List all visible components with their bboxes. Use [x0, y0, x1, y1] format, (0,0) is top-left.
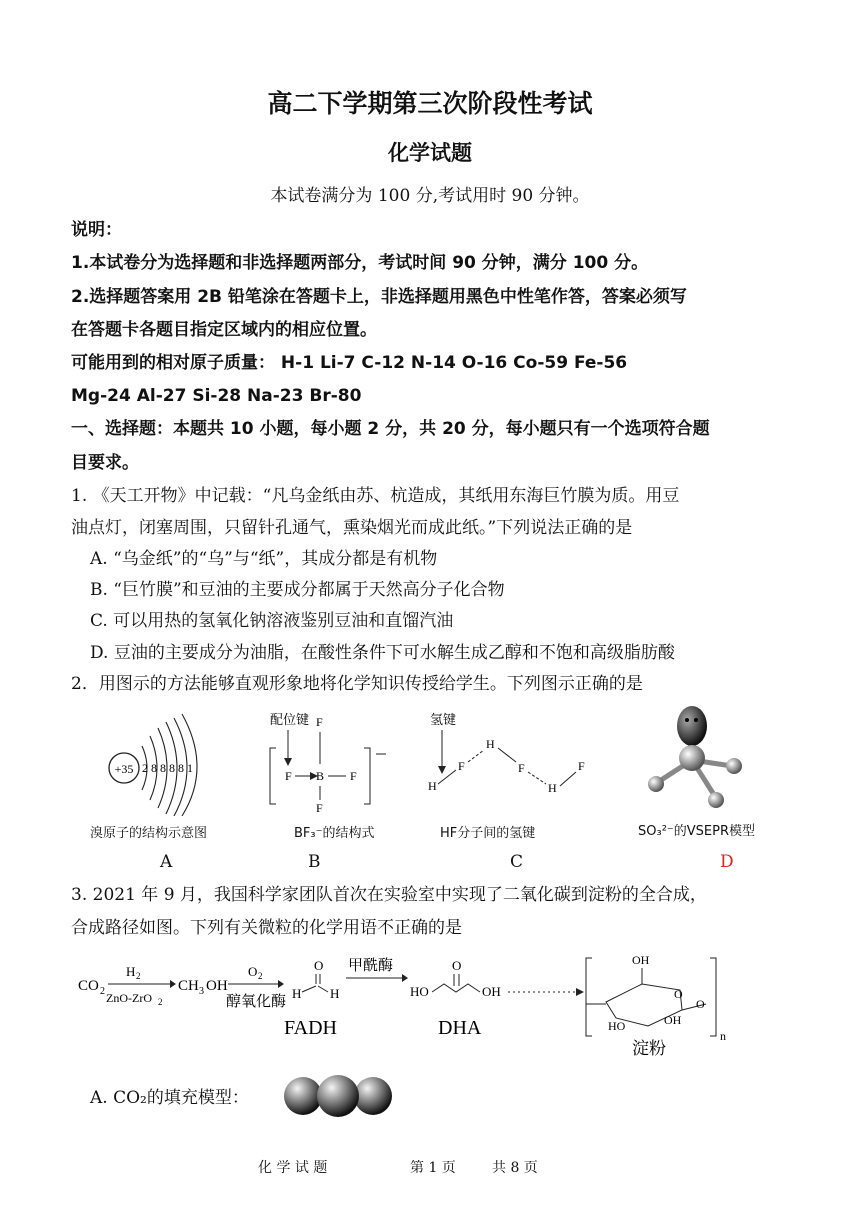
svg-text:n: n: [720, 1029, 726, 1043]
svg-text:2: 2: [158, 997, 163, 1007]
svg-text:O: O: [314, 958, 324, 973]
svg-text:HO: HO: [608, 1019, 626, 1033]
svg-text:O: O: [696, 997, 705, 1011]
svg-text:OH: OH: [482, 984, 501, 999]
q1-option-a: A. “乌金纸”的“乌”与“纸”，其成分都是有机物: [90, 549, 438, 569]
q1-option-d: D. 豆油的主要成分为油脂，在酸性条件下可水解生成乙醇和不饱和高级脂肪酸: [90, 643, 675, 663]
hf-hydrogen-bond-diagram: [420, 708, 600, 818]
q2-label-d: D: [720, 852, 734, 872]
svg-text:F: F: [316, 715, 323, 729]
svg-text:O: O: [248, 964, 258, 979]
shell-electron-counts: 2 8 8 8 8 1: [142, 761, 193, 775]
svg-text:H: H: [548, 781, 557, 795]
svg-text:B: B: [316, 769, 325, 783]
svg-text:F: F: [350, 769, 357, 783]
svg-text:2: 2: [100, 986, 105, 997]
atomic-masses-line1: 可能用到的相对原子质量： H-1 Li-7 C-12 N-14 O-16 Co-59 Fe-56: [71, 353, 628, 373]
fadh-label: FADH: [284, 1017, 337, 1039]
svg-text:H: H: [292, 986, 302, 1001]
bromine-atom-diagram: [100, 706, 230, 816]
svg-text:O: O: [452, 958, 462, 973]
q2-caption-c: HF分子间的氢键: [440, 826, 536, 841]
q2-label-a: A: [160, 852, 173, 872]
hydrogen-bond-label: 氢键: [430, 712, 457, 727]
svg-text:H: H: [126, 964, 136, 979]
svg-text:H: H: [486, 737, 495, 751]
coordinate-bond-label: 配位键: [270, 712, 310, 727]
footer-total-pages: 共 8 页: [492, 1160, 538, 1176]
q2-caption-a: 溴原子的结构示意图: [90, 826, 208, 841]
svg-text:OH: OH: [664, 1013, 682, 1027]
enzyme-formolase: 甲酰酶: [348, 958, 394, 974]
svg-text:F: F: [518, 761, 525, 775]
footer-page-number: 第 1 页: [410, 1160, 456, 1176]
enzyme-alcohol-oxidase: 醇氧化酶: [226, 994, 287, 1010]
q2-label-b: B: [308, 852, 321, 872]
note-1: 1.本试卷分为选择题和非选择题两部分，考试时间 90 分钟，满分 100 分。: [71, 253, 649, 273]
q2-label-c: C: [510, 852, 524, 872]
svg-text:HO: HO: [410, 984, 429, 999]
starch-label: 淀粉: [632, 1039, 666, 1058]
bf3-structure-diagram: [262, 708, 392, 818]
section-1-heading-line2: 目要求。: [71, 453, 139, 473]
q2-caption-b: BF₃⁻的结构式: [294, 826, 375, 841]
co2-space-filling-model: [283, 1072, 395, 1120]
svg-text:H: H: [428, 779, 437, 793]
section-1-heading-line1: 一、选择题：本题共 10 小题，每小题 2 分，共 20 分，每小题只有一个选项符合题: [71, 419, 710, 439]
footer-subject: 化 学 试 题: [258, 1160, 328, 1176]
q2-stem: 2．用图示的方法能够直观形象地将化学知识传授给学生。下列图示正确的是: [71, 674, 643, 694]
svg-text:CO: CO: [78, 978, 99, 994]
q3-stem-line2: 合成路径如图。下列有关微粒的化学用语不正确的是: [71, 918, 462, 938]
svg-text:2: 2: [258, 971, 263, 981]
starch-synthesis-pathway: [76, 946, 736, 1061]
svg-text:F: F: [458, 759, 465, 773]
svg-text:2: 2: [136, 971, 141, 981]
svg-text:F: F: [285, 769, 292, 783]
note-2-line1: 2.选择题答案用 2B 铅笔涂在答题卡上，非选择题用黑色中性笔作答，答案必须写: [71, 287, 687, 307]
q1-stem-line1: 1. 《天工开物》中记载：“凡乌金纸由苏、杭造成，其纸用东海巨竹膜为质。用豆: [71, 486, 680, 506]
svg-text:F: F: [316, 801, 323, 815]
svg-text:O: O: [674, 987, 683, 1001]
dha-label: DHA: [438, 1017, 482, 1039]
q3-stem-line1: 3. 2021 年 9 月，我国科学家团队首次在实验室中实现了二氧化碳到淀粉的全合成，: [71, 885, 707, 905]
svg-text:CH: CH: [178, 978, 199, 994]
svg-text:OH: OH: [206, 978, 228, 994]
svg-text:ZnO-ZrO: ZnO-ZrO: [106, 991, 152, 1005]
q3-option-a: A. CO₂的填充模型：: [90, 1088, 249, 1108]
q1-option-c: C. 可以用热的氢氧化钠溶液鉴别豆油和直馏汽油: [90, 611, 454, 631]
exam-intro: 本试卷满分为 100 分,考试用时 90 分钟。: [270, 186, 590, 206]
note-2-line2: 在答题卡各题目指定区域内的相应位置。: [71, 320, 377, 340]
svg-text:3: 3: [199, 986, 204, 997]
nucleus-label: +35: [114, 762, 134, 776]
svg-text:OH: OH: [632, 953, 650, 967]
q1-stem-line2: 油点灯，闭塞周围，只留针孔通气，熏染烟光而成此纸。”下列说法正确的是: [71, 518, 633, 538]
q1-option-b: B. “巨竹膜”和豆油的主要成分都属于天然高分子化合物: [90, 580, 505, 600]
svg-text:F: F: [578, 759, 585, 773]
svg-text:H: H: [330, 986, 340, 1001]
page-subtitle: 化学试题: [388, 141, 472, 165]
q2-caption-d: SO₃²⁻的VSEPR模型: [638, 824, 756, 839]
vsepr-model-diagram: [640, 702, 750, 814]
atomic-masses-line2: Mg-24 Al-27 Si-28 Na-23 Br-80: [71, 386, 362, 406]
page-title: 高二下学期第三次阶段性考试: [267, 89, 593, 118]
notes-heading: 说明：: [71, 220, 122, 240]
